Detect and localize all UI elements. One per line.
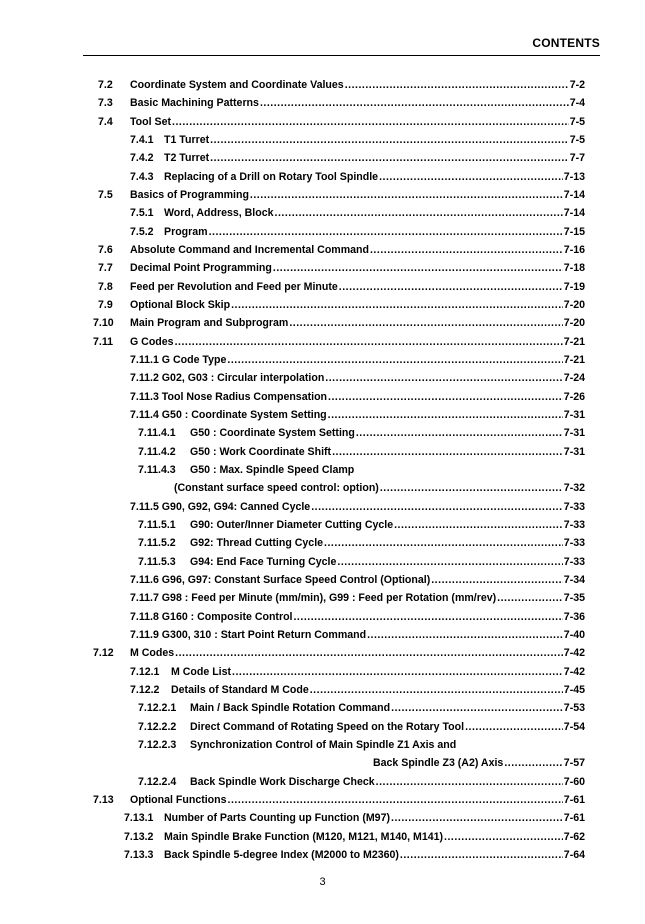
toc-entry-number: 7.5.2 <box>130 225 154 238</box>
toc-entry-number: 7.11.5.1 <box>138 518 176 531</box>
toc-entry-number: 7.13.1 <box>124 812 154 825</box>
toc-entry[interactable] <box>0 425 645 441</box>
header-divider <box>83 55 600 56</box>
toc-entry-title: Tool Set <box>130 115 171 128</box>
toc-entry-page: 7-16 <box>563 243 585 256</box>
toc-entry-page: 7-31 <box>563 445 585 458</box>
toc-entry-page: 7-64 <box>563 848 585 861</box>
toc-entry[interactable] <box>0 609 645 625</box>
toc-entry-page: 7-20 <box>563 317 585 330</box>
toc-entry[interactable] <box>0 627 645 643</box>
toc-entry-title: Back Spindle Work Discharge Check <box>190 775 375 788</box>
toc-entry-page: 7-2 <box>569 79 585 91</box>
toc-dot-leader <box>339 279 563 295</box>
toc-entry-number: 7.4.1 <box>130 133 154 146</box>
toc-entry-title: Basic Machining Patterns <box>130 97 259 110</box>
toc-entry[interactable] <box>0 572 645 588</box>
toc-entry[interactable] <box>0 810 645 826</box>
toc-entry-title: Direct Command of Rotating Speed on the Rotary Tool <box>190 720 465 733</box>
toc-entry-title: Absolute Command and Incremental Command <box>130 243 369 256</box>
toc-entry-title: Program <box>164 225 208 238</box>
toc-entry-page: 7-21 <box>563 335 585 348</box>
toc-entry-page: 7-21 <box>563 353 585 366</box>
toc-entry-title: Basics of Programming <box>130 188 249 201</box>
toc-entry-number: 7.11.5.2 <box>138 537 176 550</box>
toc-entry-title: Optional Block Skip <box>130 298 231 311</box>
toc-entry[interactable] <box>0 700 645 716</box>
toc-entry[interactable] <box>0 535 645 551</box>
toc-entry-number: 7.12.2 <box>130 683 160 696</box>
toc-entry[interactable] <box>0 682 645 698</box>
toc-entry-title: 7.11.1 G Code Type <box>130 353 227 366</box>
toc-entry[interactable] <box>0 517 645 533</box>
toc-entry-title: G50 : Coordinate System Setting <box>190 427 355 440</box>
toc-entry[interactable] <box>0 590 645 606</box>
toc-entry-page: 7-42 <box>563 647 585 660</box>
toc-entry-title: Number of Parts Counting up Function (M97) <box>164 812 390 825</box>
toc-entry-number: 7.12.2.1 <box>138 702 177 715</box>
toc-dot-leader <box>232 664 563 680</box>
toc-dot-leader <box>209 224 563 240</box>
toc-entry-page: 7-36 <box>563 610 585 623</box>
toc-entry[interactable] <box>0 352 645 368</box>
toc-entry[interactable] <box>0 755 645 771</box>
toc-entry-page: 7-62 <box>563 830 585 843</box>
toc-entry-page: 7-19 <box>563 280 585 293</box>
toc-entry-number: 7.12.1 <box>130 665 160 678</box>
toc-dot-leader <box>504 755 562 771</box>
toc-entry[interactable] <box>0 462 645 478</box>
toc-entry-title: Optional Functions <box>130 793 227 806</box>
toc-entry[interactable] <box>0 77 645 93</box>
toc-entry[interactable] <box>0 847 645 863</box>
toc-entry[interactable] <box>0 389 645 405</box>
toc-entry-page: 7-34 <box>563 573 585 586</box>
toc-entry-page: 7-7 <box>569 152 585 165</box>
toc-entry-title: 7.11.9 G300, 310 : Start Point Return Command <box>130 628 367 641</box>
toc-entry[interactable] <box>0 334 645 350</box>
toc-entry-title: G Codes <box>130 335 174 348</box>
toc-dot-leader <box>260 95 569 111</box>
toc-entry-title: 7.11.5 G90, G92, G94: Canned Cycle <box>130 500 311 513</box>
toc-entry-page: 7-15 <box>563 225 585 238</box>
toc-entry-number: 7.5.1 <box>130 207 154 220</box>
toc-entry-title: G90: Outer/Inner Diameter Cutting Cycle <box>190 518 394 531</box>
header-title: CONTENTS <box>532 36 600 50</box>
toc-entry[interactable] <box>0 132 645 148</box>
toc-entry[interactable] <box>0 664 645 680</box>
toc-entry[interactable] <box>0 95 645 111</box>
toc-entry-number: 7.11.5.3 <box>138 555 176 568</box>
toc-entry-page: 7-53 <box>563 702 585 715</box>
toc-dot-leader <box>431 572 563 588</box>
toc-entry-page: 7-31 <box>563 408 585 421</box>
toc-entry-title: T2 Turret <box>164 152 210 165</box>
toc-entry-title: Back Spindle Z3 (A2) Axis <box>373 757 504 770</box>
toc-dot-leader <box>376 774 563 790</box>
toc-dot-leader <box>228 792 563 808</box>
toc-entry-title: T1 Turret <box>164 133 210 146</box>
toc-entry-page: 7-35 <box>563 592 585 605</box>
toc-dot-leader <box>175 334 563 350</box>
toc-dot-leader <box>328 389 563 405</box>
toc-entry-number: 7.11 <box>93 335 114 348</box>
toc-entry-number: 7.8 <box>98 280 113 293</box>
toc-entry-page: 7-40 <box>563 628 585 641</box>
toc-entry-number: 7.7 <box>98 262 113 275</box>
toc-entry[interactable] <box>0 645 645 661</box>
toc-entry[interactable] <box>0 444 645 460</box>
toc-entry-page: 7-26 <box>563 390 585 403</box>
toc-entry[interactable] <box>0 187 645 203</box>
toc-entry-title: G50 : Work Coordinate Shift <box>190 445 332 458</box>
toc-entry[interactable] <box>0 370 645 386</box>
toc-entry-page: 7-32 <box>563 482 585 495</box>
toc-entry-title: G92: Thread Cutting Cycle <box>190 537 324 550</box>
toc-entry[interactable] <box>0 205 645 221</box>
toc-dot-leader <box>311 499 563 515</box>
toc-entry-title: 7.11.8 G160 : Composite Control <box>130 610 293 623</box>
toc-entry-title: Details of Standard M Code <box>171 683 309 696</box>
toc-dot-leader <box>227 352 562 368</box>
toc-entry-title: Back Spindle 5-degree Index (M2000 to M2360) <box>164 848 399 861</box>
toc-entry-number: 7.12.2.3 <box>138 738 177 751</box>
toc-entry-number: 7.11.4.2 <box>138 445 176 458</box>
toc-entry-number: 7.13 <box>93 793 114 806</box>
toc-dot-leader <box>310 682 563 698</box>
toc-entry[interactable] <box>0 829 645 845</box>
toc-dot-leader <box>400 847 563 863</box>
toc-entry-number: 7.13.2 <box>124 830 154 843</box>
toc-entry-page: 7-14 <box>563 188 585 201</box>
page-number: 3 <box>319 876 326 888</box>
toc-entry-number: 7.12.2.4 <box>138 775 177 788</box>
toc-entry-page: 7-61 <box>563 812 585 825</box>
toc-entry-title: Feed per Revolution and Feed per Minute <box>130 280 338 293</box>
toc-entry-number: 7.12.2.2 <box>138 720 177 733</box>
toc-dot-leader <box>391 810 563 826</box>
toc-entry[interactable] <box>0 719 645 735</box>
toc-entry-page: 7-45 <box>563 683 585 696</box>
toc-dot-leader <box>175 645 563 661</box>
toc-entry-title: M Code List <box>171 665 232 678</box>
toc-entry-page: 7-18 <box>563 262 585 275</box>
toc-entry-number: 7.4.2 <box>130 152 154 165</box>
toc-entry-page: 7-4 <box>569 97 585 110</box>
toc-entry[interactable] <box>0 279 645 295</box>
toc-entry-page: 7-60 <box>563 775 585 788</box>
toc-dot-leader <box>324 535 563 551</box>
toc-entry-title: M Codes <box>130 647 175 660</box>
toc-entry-number: 7.3 <box>98 97 113 110</box>
toc-entry-title: 7.11.3 Tool Nose Radius Compensation <box>130 390 328 403</box>
toc-entry-title: Main Program and Subprogram <box>130 317 289 330</box>
toc-dot-leader <box>210 150 569 166</box>
toc-dot-leader <box>289 315 562 331</box>
toc-entry-page: 7-20 <box>563 298 585 311</box>
toc-dot-leader <box>367 627 563 643</box>
toc-entry-page: 7-5 <box>569 115 585 128</box>
toc-entry-number: 7.4.3 <box>130 170 154 183</box>
toc-entry-title: 7.11.4 G50 : Coordinate System Setting <box>130 408 327 421</box>
toc-entry-number: 7.11.4.3 <box>138 463 176 476</box>
toc-entry-page: 7-5 <box>569 133 585 146</box>
toc-entry[interactable] <box>0 499 645 515</box>
toc-entry-page: 7-54 <box>563 720 585 733</box>
toc-dot-leader <box>293 609 562 625</box>
toc-entry-page: 7-61 <box>563 793 585 806</box>
toc-entry-title: 7.11.2 G02, G03 : Circular interpolation <box>130 372 325 385</box>
toc-entry[interactable] <box>0 315 645 331</box>
toc-dot-leader <box>275 205 563 221</box>
toc-dot-leader <box>337 554 562 570</box>
toc-entry[interactable] <box>0 774 645 790</box>
toc-dot-leader <box>394 517 563 533</box>
toc-dot-leader <box>465 719 563 735</box>
toc-entry-title: Word, Address, Block <box>164 207 274 220</box>
toc-dot-leader <box>391 700 563 716</box>
toc-entry-title: G94: End Face Turning Cycle <box>190 555 337 568</box>
toc-entry-page: 7-33 <box>563 555 585 568</box>
toc-entry[interactable] <box>0 480 645 496</box>
toc-entry-page: 7-33 <box>563 518 585 531</box>
toc-dot-leader <box>210 132 569 148</box>
toc-entry-title: Decimal Point Programming <box>130 262 272 275</box>
toc-entry[interactable] <box>0 260 645 276</box>
toc-entry-title: Replacing of a Drill on Rotary Tool Spindle <box>164 170 379 183</box>
toc-entry[interactable] <box>0 224 645 240</box>
toc-entry[interactable] <box>0 297 645 313</box>
toc-entry-page: 7-14 <box>563 207 585 220</box>
toc-dot-leader <box>328 407 563 423</box>
toc-entry-number: 7.11.4.1 <box>138 427 176 440</box>
toc-entry-page: 7-13 <box>563 170 585 183</box>
toc-dot-leader <box>325 370 563 386</box>
toc-entry[interactable] <box>0 737 645 753</box>
toc-dot-leader <box>273 260 563 276</box>
toc-entry-number: 7.9 <box>98 298 113 311</box>
toc-entry-page: 7-42 <box>563 665 585 678</box>
toc-entry-title: 7.11.6 G96, G97: Constant Surface Speed Control (Optional) <box>130 573 431 586</box>
toc-entry-number: 7.4 <box>98 115 113 128</box>
toc-dot-leader <box>231 297 563 313</box>
toc-dot-leader <box>332 444 563 460</box>
toc-entry-title: 7.11.7 G98 : Feed per Minute (mm/min), G99 : Feed per Rotation (mm/rev) <box>130 592 497 605</box>
toc-entry-title: Coordinate System and Coordinate Values <box>130 79 344 91</box>
toc-entry-page: 7-33 <box>563 500 585 513</box>
toc-entry-page: 7-33 <box>563 537 585 550</box>
toc-dot-leader <box>370 242 563 258</box>
toc-entry-title: Main Spindle Brake Function (M120, M121, M140, M141) <box>164 830 444 843</box>
toc-entry-number: 7.10 <box>93 317 114 330</box>
toc-dot-leader <box>497 590 563 606</box>
toc-entry-page: 7-57 <box>563 757 585 770</box>
toc-entry-page: 7-31 <box>563 427 585 440</box>
toc-entry-number: 7.2 <box>98 79 113 91</box>
toc-dot-leader <box>380 480 563 496</box>
toc-entry-page: 7-24 <box>563 372 585 385</box>
toc-entry[interactable] <box>0 169 645 185</box>
toc-entry-title: Synchronization Control of Main Spindle Z1 Axis and <box>190 738 457 751</box>
toc-dot-leader <box>444 829 563 845</box>
toc-entry-number: 7.5 <box>98 188 113 201</box>
toc-entry-number: 7.12 <box>93 647 114 660</box>
toc-entry-title: G50 : Max. Spindle Speed Clamp <box>190 463 355 476</box>
toc-entry[interactable] <box>0 407 645 423</box>
toc-dot-leader <box>356 425 563 441</box>
toc-dot-leader <box>250 187 563 203</box>
toc-entry[interactable] <box>0 150 645 166</box>
toc-dot-leader <box>379 169 563 185</box>
toc-entry-number: 7.13.3 <box>124 848 154 861</box>
toc-entry[interactable] <box>0 792 645 808</box>
toc-entry-number: 7.6 <box>98 243 113 256</box>
toc-entry[interactable] <box>0 114 645 130</box>
toc-entry-title: Main / Back Spindle Rotation Command <box>190 702 391 715</box>
toc-entry[interactable] <box>0 242 645 258</box>
toc-entry-title: (Constant surface speed control: option) <box>174 482 379 495</box>
toc-dot-leader <box>172 114 569 130</box>
toc-entry[interactable] <box>0 554 645 570</box>
toc-dot-leader <box>345 77 569 93</box>
